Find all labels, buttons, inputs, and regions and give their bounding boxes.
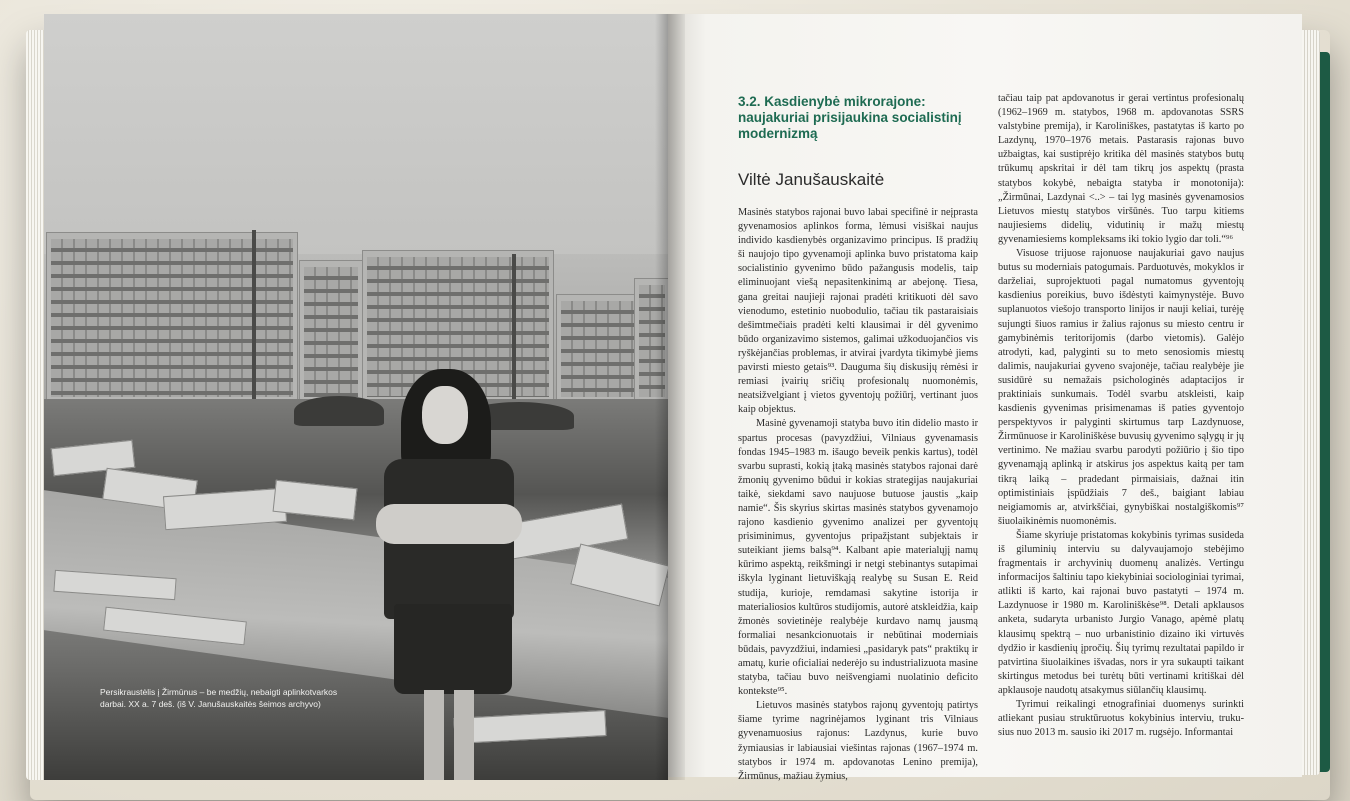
- apartment-block: [46, 232, 298, 402]
- woman-skirt: [394, 604, 512, 694]
- utility-pole: [512, 254, 516, 400]
- page-stack-left: [26, 30, 46, 780]
- paragraph: tačiau taip pat apdovanotus ir gerai vertintus profesionalų (1962–1969 m. statybos, 1968 m. apdovanotas SSRS valstybine premija), ir Karoliniškes, pastatytas iš karto po Lazdynų, 1970–1976 metais. Pastarasis rajonas buvo užbaigtas, kai sustiprėjo kritika dėl masinės statybos butų trūkumų apskritai ir dėl tam tikrų jos aspektų (prasta statybos kokybė, nebaigta statyba ir monotonija): „Žirmūnai, Lazdynai <..> – tai lyg masinės gyvenamosios Lietuvos miestų statybos viršūnės. Tuo tarpu kitiems naujiesiems didelių, vidutinių ir mažų miestų gyvenamiesiems kompleksams iki tokio lygio dar toli.“⁹⁶: [998, 93, 1244, 245]
- apartment-block: [556, 294, 642, 402]
- left-page-photo: [44, 14, 668, 780]
- page-stack-right: [1302, 30, 1320, 775]
- photo-sky: [44, 14, 668, 254]
- right-page: [668, 14, 1302, 782]
- utility-pole: [252, 230, 256, 400]
- text-column-left: [738, 206, 978, 784]
- dirt-mound: [294, 396, 384, 426]
- woman-arms: [376, 504, 522, 544]
- paragraph: Masinė gyvenamoji statyba buvo itin didelio masto ir spartus procesas (pavyzdžiui, Vilniaus gyvenamasis fondas 1945–1983 m. išaugo beveik penkis kartus), todėl svarbu suprasti, kokią įtaką masinės statybos rajonai darė žmonių gyvenimo būdui ir kokias strategijas naujakuriai taikė, siekdami savo naujuose butuose jaustis „kaip namie“. Šis skyrius skirtas masinės statybos gyvenamojo rajono kasdienio gyvenimo analizei per gyventojų prisiminimus, gyventojus pripažįstant subjektais ir suteikiant jiems balsą⁹⁴. Kalbant apie materialųjį namų kūrimo aspektą, reikšmingi ir netgi stebinantys sutapimai iškyla lyginant lietuviškąją realybę su Susan E. Reid studija, kurioje, remdamasi sakytine istorija ir materialiosios kultūros studijomis, autorė atskleidžia, kaip žmonės sovietinėje realybėje kurdavo namų jausmą formaliai nesankcionuotais ir nebūtinai moderniais būdais, pavyzdžiui, indamiesi „pasidaryk pats“ praktikų ir amatų, kurie oficialiai nederėjo su industrializuota masine statyba, tačiau buvo neišvengiami nuolatinio deficito kontekste⁹⁵.: [738, 418, 978, 698]
- paragraph: Visuose trijuose rajonuose naujakuriai gavo naujus butus su moderniais patogumais. Parduotuvės, mokyklos ir darželiai, suprojektuoti pagal numatomus gyventojų kasdienius poreikius, buvo išdėstyti kaimynystėje. Buvo suplanuotos viešojo transporto linijos ir nauji keliai, turėję sujungti šiuos ramius ir žalius rajonus su miesto centru ir gamybinėmis teritorijomis (darbo vietomis). Galėjo atrodyti, kad, palyginti su to meto senosiomis miestų dalimis, naujakuriai gyveno svajonėje, tačiau realybėje jie susidūrė su nemažais psichologinės adaptacijos ir praktiniais sunkumais. Todėl svarbu atskleisti, kaip kasdienis gyvenimas prisimenamas iš paties gyventojo perspektyvos ir palyginti skirtumus tarp Lazdynuose, Žirmūnuose ir Karoliniškėse buvusių gyvenimo sąlygų ir jų vertinimo. Ne mažiau svarbu parodyti požiūrio į šio tipo gyvenamąją aplinką ir atskirus jos aspektus kaitą per tam tikrą laiką – pradedant pirmaisiais, dažnai itin optimistiniais įspūdžiais 7 deš., baigiant labiau neigiamomis ar, atvirkščiai, gynybiškai nostalgiškomis⁹⁷ šiuolaikinėmis nuomonėmis.: [998, 248, 1244, 527]
- chapter-heading: 3.2. Kasdienybė mikrorajone: naujakuriai prisijaukina socialistinį modernizmą: [738, 94, 962, 141]
- paragraph: Lietuvos masinės statybos rajonų gyventojų patirtys šiame tyrime nagrinėjamos lyginant tris Vilniaus gyvenamuosius rajonus: Lazdynus, kurie buvo žymiausias ir labiausiai viešintas rajonas (1967–1974 m. statybos ir 1974 m. apdovanotas Lenino premija), Žirmūnus, mažiau žymius,: [738, 700, 978, 782]
- paragraph: Šiame skyriuje pristatomas kokybinis tyrimas susideda iš giluminių interviu su dalyvaujamojo stebėjimo fragmentais ir archyvinių duomenų analizės. Vertingu informacijos šaltiniu tapo kiekybiniai sociologiniai tyrimai, atlikti iš karto, kai rajonai buvo pastatyti – 1974 m. Lazdynuose ir 1980 m. Karoliniškėse⁹⁸. Detali apklausos anketa, sudaryta urbanisto Jurgio Vanago, apėmė platų klausimų spektrą – nuo urbanistinio dizaino iki virtuvės dydžio ir kasdienių įpročių. Šių tyrimų rezultatai papildo ir patvirtina šiuolaikines išvadas, nors ir yra sukaupti taikant skirtingus metodus bei turėtų būti vertinami kritiškai dėl apklausoje naudotų atsakymus siūlančių klausimų.: [998, 529, 1244, 696]
- photo-caption: Persikraustėlis į Žirmūnus – be medžių, nebaigti aplinkotvarkos darbai. XX a. 7 deš. (iš V. Janušauskaitės šeimos archyvo): [100, 687, 338, 709]
- paragraph: Masinės statybos rajonai buvo labai specifinė ir neįprasta gyvenamosios aplinkos forma, lėmusi visiškai naujus individo kasdienybės organizavimo principus. Iš pradžių ši naujojo tipo gyvenamoji aplinka buvo pristatoma kaip socialistinio gyvenimo būdo pažangusis modelis, taip eliminuojant viešą nepasitenkinimą ar abejonę. Tiesa, gana greitai naujieji rajonai pradėti kritikuoti dėl savo vienodumo, estetinio nuobodulio, tačiau tik pastaraisiais dešimtmečiais pradėti kelti klausimai ir dėl gyvenimo būdo organizavimo sistemos, galimai užkoduojančios vis ryškėjančias problemas, ir atvirai įvardyta tikimybė jiems pavirsti miesto getais⁹³. Dauguma šių diskusijų rėmėsi ir remiasi įvairių sričių profesionalų nuomonėmis, neatsižvelgiant į vietos gyventojų požiūrį, vertinant juos kaip objektus.: [738, 207, 978, 416]
- woman-face: [422, 386, 468, 444]
- text-column-right: [998, 92, 1244, 740]
- woman-legs: [424, 690, 474, 780]
- apartment-block: [299, 260, 363, 402]
- chapter-author: Viltė Janušauskaitė: [738, 170, 885, 189]
- paragraph: Tyrimui reikalingi etnografiniai duomenys surinkti atliekant pusiau struktūruotus kokybinius interviu, trukusius nuo 2013 m. sausio iki 2017 m. rugsėjo. Informantai: [998, 699, 1244, 739]
- book-gutter: [655, 14, 685, 780]
